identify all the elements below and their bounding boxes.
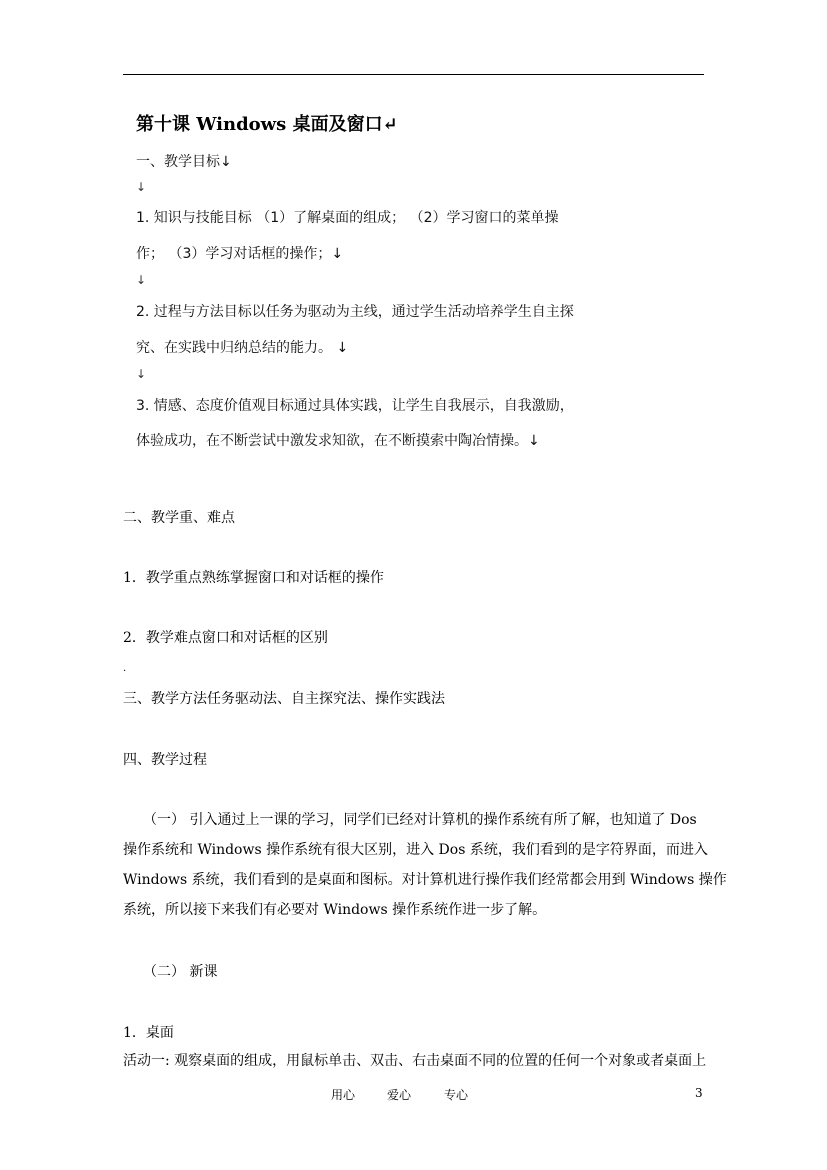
page-number: 3: [695, 1086, 703, 1100]
objective-line: 2. 过程与方法目标以任务为驱动为主线，通过学生活动培养学生自主探: [136, 304, 574, 320]
footer-text: 专心: [444, 1088, 469, 1102]
section-heading: 四、教学过程: [123, 752, 207, 768]
body-text: 活动一: 观察桌面的组成，用鼠标单击、双击、右击桌面不同的位置的任何一个对象或者桌面上: [123, 1053, 707, 1069]
objective-line: 3. 情感、态度价值观目标通过具体实践，让学生自我展示，自我激励，: [136, 398, 574, 414]
objective-line: 究、在实践中归纳总结的能力。 ↓: [136, 340, 349, 356]
section-heading: （二） 新课: [143, 964, 218, 980]
objective-line: 作； （3）学习对话框的操作；↓: [136, 246, 344, 262]
body-text: 2．教学难点窗口和对话框的区别: [123, 630, 328, 646]
section-heading: 1．桌面: [123, 1025, 174, 1041]
return-mark: ↓: [136, 367, 147, 381]
footer-text: 爱心: [387, 1088, 412, 1102]
return-mark: ↓: [136, 180, 147, 194]
section-heading: 三、教学方法任务驱动法、自主探究法、操作实践法: [123, 691, 445, 707]
objectives-heading: 一、教学目标↓: [136, 154, 232, 170]
header-rule: [123, 74, 704, 75]
objective-line: 1. 知识与技能目标 （1）了解桌面的组成； （2）学习窗口的菜单操: [136, 210, 559, 226]
body-text: 1．教学重点熟练掌握窗口和对话框的操作: [123, 570, 384, 586]
section-heading: 二、教学重、难点: [123, 510, 235, 526]
stray-dot: .: [123, 663, 127, 674]
paragraph-line: 操作系统和 Windows 操作系统有很大区别，进入 Dos 系统，我们看到的是字符界面，而进入: [123, 842, 708, 858]
objective-line: 体验成功，在不断尝试中激发求知欲，在不断摸索中陶冶情操。↓: [136, 433, 540, 449]
paragraph-line: Windows 系统，我们看到的是桌面和图标。对计算机进行操作我们经常都会用到 Windows 操作: [123, 872, 727, 888]
return-mark: ↓: [136, 273, 147, 287]
paragraph-line: 系统，所以接下来我们有必要对 Windows 操作系统作进一步了解。: [123, 902, 547, 918]
lesson-title: 第十课 Windows 桌面及窗口↵: [136, 114, 398, 135]
footer-text: 用心: [331, 1088, 356, 1102]
paragraph-line: （一） 引入通过上一课的学习，同学们已经对计算机的操作系统有所了解，也知道了 Dos: [143, 812, 697, 828]
